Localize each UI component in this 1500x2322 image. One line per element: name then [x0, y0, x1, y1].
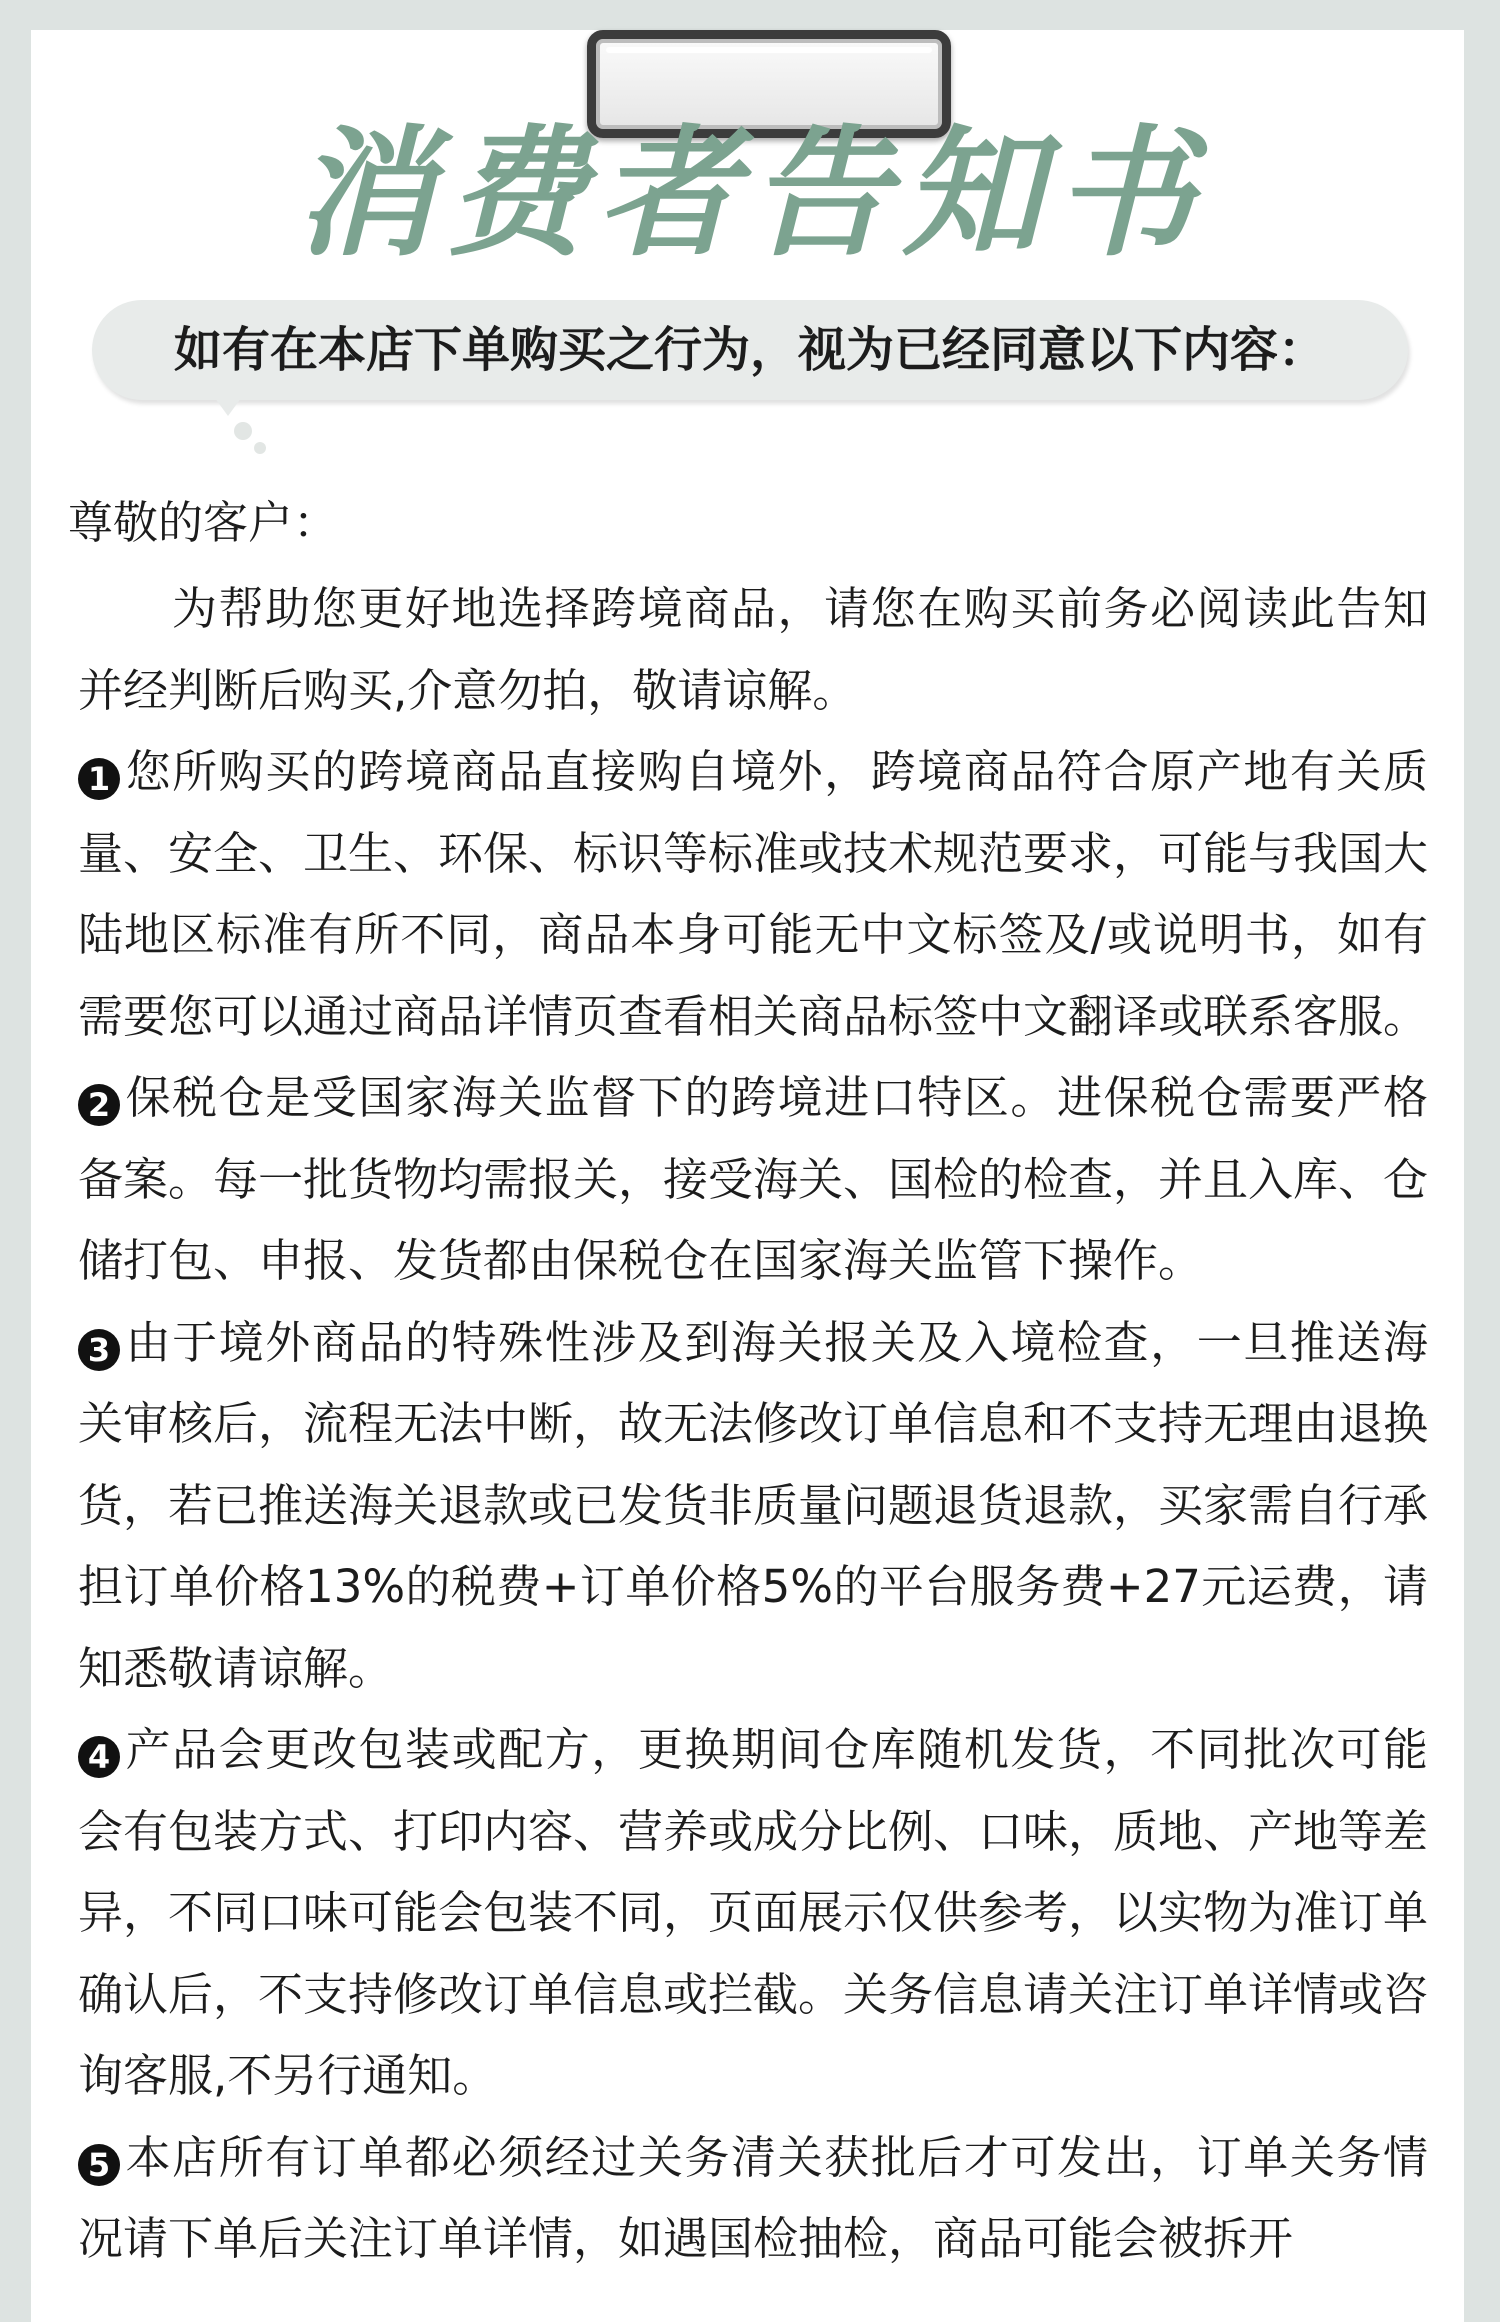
notice-body [78, 568, 1428, 2280]
list-item [78, 1709, 1428, 2117]
notice-bubble [92, 300, 1408, 400]
bubble-dot [234, 422, 252, 440]
list-item-text: 您所购买的跨境商品直接购自境外，跨境商品符合原产地有关质量、安全、卫生、环保、标识等标准或技术规范要求，可能与我国大陆地区标准有所不同，商品本身可能无中文标签及/或说明书，如有需要您可以通过商品详情页查看相关商品标签中文翻译或联系客服。 [78, 745, 1429, 1043]
list-item [78, 1057, 1428, 1302]
list-item [78, 1302, 1428, 1710]
list-item-text: 由于境外商品的特殊性涉及到海关报关及入境检查，一旦推送海关审核后，流程无法中断，故无法修改订单信息和不支持无理由退换货，若已推送海关退款或已发货非质量问题退货退款，买家需自行承担订单价格13%的税费+订单价格5%的平台服务费+27元运费，请知悉敬请谅解。 [78, 1315, 1429, 1695]
number-badge-icon: 2 [78, 1084, 120, 1126]
page-title: 消费者告知书 [293, 113, 1206, 276]
intro-paragraph: 为帮助您更好地选择跨境商品，请您在购买前务必阅读此告知并经判断后购买,介意勿拍，敬请谅解。 [78, 582, 1428, 717]
number-badge-icon: 4 [78, 1736, 120, 1778]
list-item [78, 2117, 1428, 2280]
salutation: 尊敬的客户： [68, 496, 339, 549]
number-badge-icon: 3 [78, 1329, 120, 1371]
list-item-text: 本店所有订单都必须经过关务清关获批后才可发出，订单关务情况请下单后关注订单详情，如遇国检抽检，商品可能会被拆开 [78, 2130, 1428, 2265]
bubble-dot [254, 442, 266, 454]
list-item [78, 731, 1428, 1057]
notice-bubble-text: 如有在本店下单购买之行为，视为已经同意以下内容： [173, 322, 1326, 378]
number-badge-icon: 5 [78, 2144, 120, 2186]
number-badge-icon: 1 [78, 758, 120, 800]
list-item-text: 保税仓是受国家海关监督下的跨境进口特区。进保税仓需要严格备案。每一批货物均需报关，接受海关、国检的检查，并且入库、仓储打包、申报、发货都由保税仓在国家海关监管下操作。 [78, 1071, 1429, 1287]
list-item-text: 产品会更改包装或配方，更换期间仓库随机发货，不同批次可能会有包装方式、打印内容、营养或成分比例、口味，质地、产地等差异，不同口味可能会包装不同，页面展示仅供参考，以实物为准订单确认后，不支持修改订单信息或拦截。关务信息请关注订单详情或咨询客服,不另行通知。 [78, 1723, 1429, 2102]
